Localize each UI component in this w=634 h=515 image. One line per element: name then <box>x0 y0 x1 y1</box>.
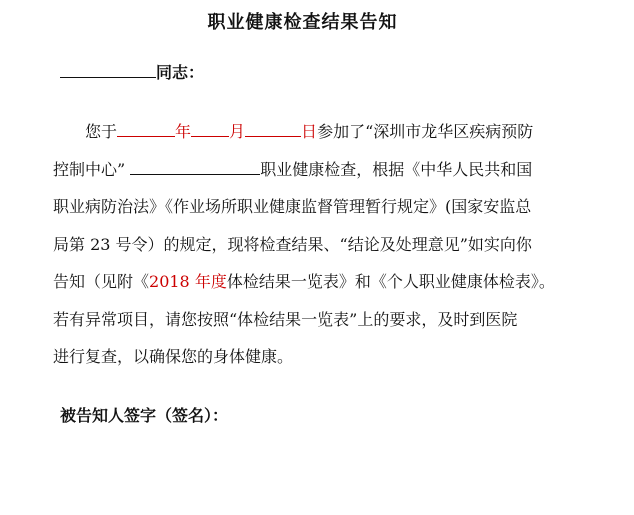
name-blank <box>60 61 156 78</box>
line2-rest: 职业健康检查，根据《中华人民共和国 <box>260 159 533 179</box>
body-line-7: 进行复查，以确保您的身体健康。 <box>53 347 294 366</box>
notice-body <box>53 113 558 376</box>
year-highlight: 2018 年度 <box>149 272 227 291</box>
line1-start: 您于 <box>85 122 118 141</box>
body-line-2 <box>53 151 558 189</box>
line1-rest: 参加了“深圳市龙华区疾病预防 <box>317 122 534 141</box>
month-blank <box>191 120 229 137</box>
year-blank <box>117 120 175 137</box>
day-label: 日 <box>301 122 318 141</box>
body-line-4: 局第 23 号令）的规定，现将检查结果、“结论及处理意见”如实向你 <box>53 234 532 254</box>
line5-start: 告知（见附《 <box>53 272 150 291</box>
body-line-6: 若有异常项目，请您按照“体检结果一览表”上的要求，及时到医院 <box>53 309 518 329</box>
salutation-suffix: 同志： <box>156 63 205 82</box>
document-title: 职业健康检查结果告知 <box>207 12 398 33</box>
unit-blank <box>130 158 260 175</box>
salutation <box>60 60 204 83</box>
body-line-3: 职业病防治法》《作业场所职业健康监督管理暂行规定》(国家安监总 <box>53 197 532 216</box>
line5-rest: 体检结果一览表》和《个人职业健康体检表》。 <box>226 272 555 291</box>
year-label: 年 <box>175 122 192 141</box>
body-line-1 <box>53 113 558 151</box>
signature-label: 被告知人签字（签名）： <box>60 406 229 425</box>
day-blank <box>245 120 301 137</box>
month-label: 月 <box>229 122 246 141</box>
body-line-5 <box>53 263 558 301</box>
line2-start: 控制中心” <box>53 159 126 179</box>
